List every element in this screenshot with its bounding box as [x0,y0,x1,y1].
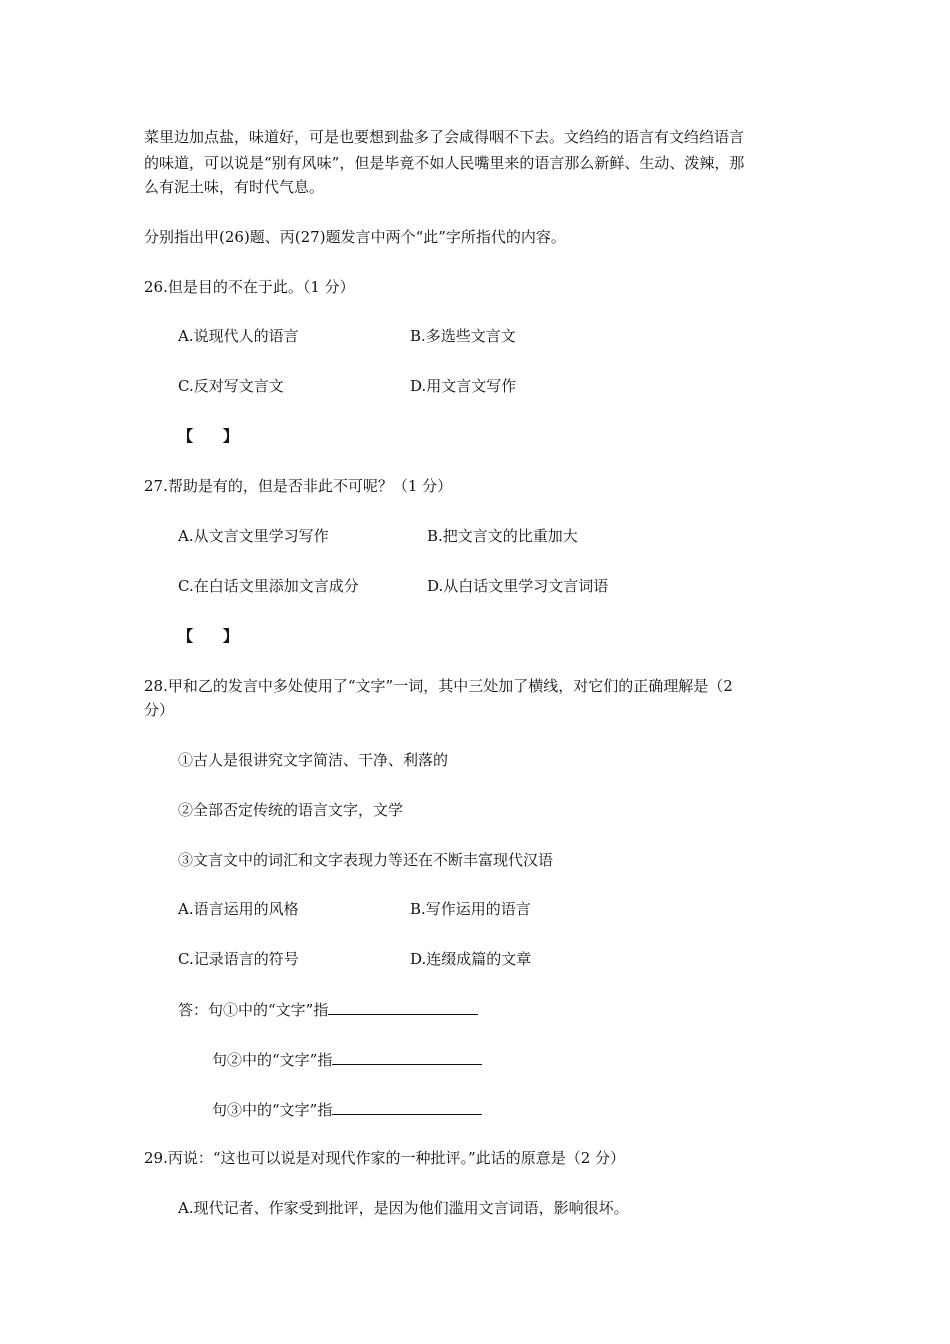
q28-answer-line-1 [178,999,478,1020]
answer-line-2-label: 句②中的“文字”指 [212,1051,333,1069]
instruction-text: 分别指出甲(26)题、丙(27)题发言中两个“此”字所指代的内容。 [144,228,566,246]
q28-sentence-1: ①古人是很讲究文字简洁、干净、利落的 [178,751,449,769]
answer-blank-1[interactable] [328,999,478,1015]
q28-answer-line-2 [212,1049,482,1070]
q26-option-b: B.多选些文言文 [410,327,516,345]
answer-prefix: 答： [178,1001,209,1019]
q27-answer-bracket[interactable]: 【 】 [178,627,239,645]
q26-option-a: A.说现代人的语言 [178,327,299,345]
q28-answer-line-3 [212,1099,482,1120]
answer-line-1-label: 句①中的“文字”指 [208,1001,329,1019]
answer-blank-2[interactable] [332,1049,482,1065]
answer-blank-3[interactable] [332,1099,482,1115]
q27-option-c: C.在白话文里添加文言成分 [178,577,359,595]
q29-option-a: A.现代记者、作家受到批评，是因为他们滥用文言词语，影响很坏。 [178,1199,629,1217]
q28-option-a: A.语言运用的风格 [178,900,299,918]
passage-line-2: 的味道，可以说是“别有风味”，但是毕竟不如人民嘴里来的语言那么新鲜、生动、泼辣，那 [144,154,745,172]
q26-option-d: D.用文言文写作 [410,377,517,395]
question-28-stem-line-1: 28.甲和乙的发言中多处使用了“文字”一词，其中三处加了横线，对它们的正确理解是（2 [144,677,733,695]
passage-line-3: 么有泥土味，有时代气息。 [144,178,325,196]
question-27-stem: 27.帮助是有的，但是否非此不可呢？（1 分） [144,477,453,495]
q27-option-d: D.从白话文里学习文言词语 [427,577,609,595]
q28-sentence-3: ③文言文中的词汇和文字表现力等还在不断丰富现代汉语 [178,851,554,869]
passage-line-1: 菜里边加点盐，味道好，可是也要想到盐多了会咸得咽不下去。文绉绉的语言有文绉绉语言 [144,128,745,146]
q26-answer-bracket[interactable]: 【 】 [178,427,239,445]
q28-option-d: D.连缀成篇的文章 [410,950,532,968]
q28-option-c: C.记录语言的符号 [178,950,299,968]
question-26-stem: 26.但是目的不在于此。（1 分） [144,278,355,296]
q27-option-b: B.把文言文的比重加大 [427,527,578,545]
q26-option-c: C.反对写文言文 [178,377,284,395]
q28-option-b: B.写作运用的语言 [410,900,531,918]
q27-option-a: A.从文言文里学习写作 [178,527,329,545]
q28-sentence-2: ②全部否定传统的语言文字，文学 [178,801,404,819]
answer-line-3-label: 句③中的“文字”指 [212,1101,333,1119]
question-28-stem-line-2: 分） [144,701,175,719]
question-29-stem: 29.丙说：“这也可以说是对现代作家的一种批评。”此话的原意是（2 分） [144,1149,626,1167]
